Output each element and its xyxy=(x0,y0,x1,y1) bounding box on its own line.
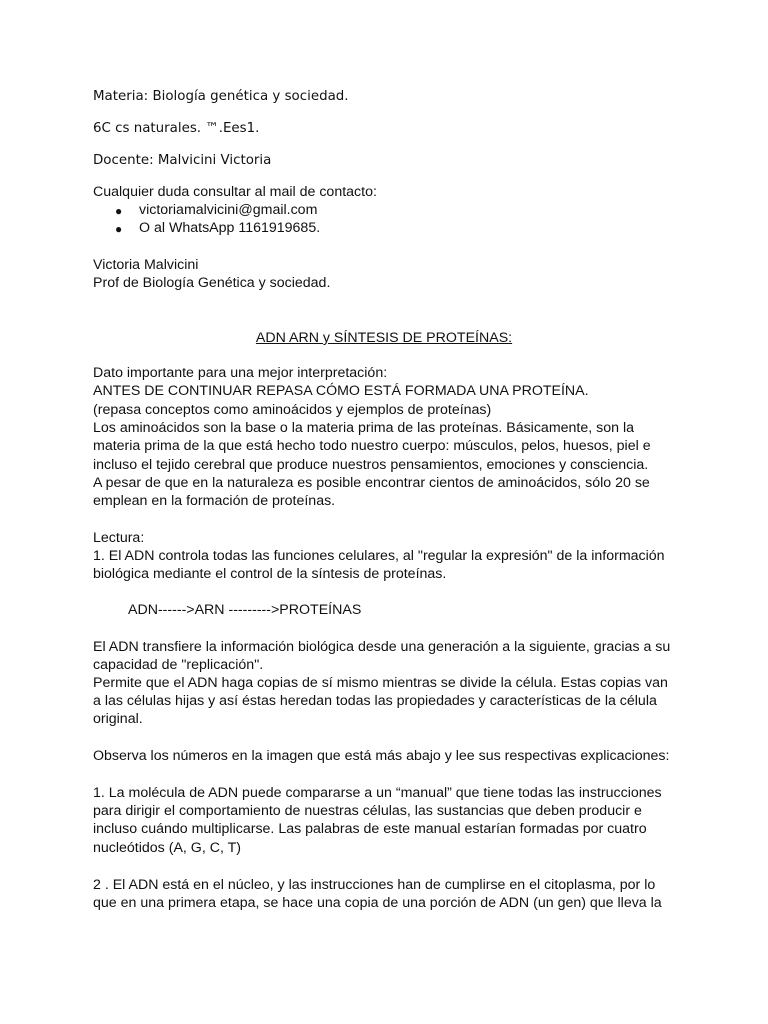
lectura-line: biológica mediante el control de la síntesis de proteínas. xyxy=(93,566,447,582)
item2-line: 2 . El ADN está en el núcleo, y las instrucciones han de cumplirse en el citoplasma, por lo xyxy=(93,877,656,893)
item1-line: 1. La molécula de ADN puede compararse a un “manual” que tiene todas las instrucciones xyxy=(93,785,662,801)
intro-line: A pesar de que en la naturaleza es posible encontrar cientos de aminoácidos, sólo 20 se xyxy=(93,475,650,491)
adn-line: capacidad de "replicación". xyxy=(93,657,264,673)
bullet-icon: ● xyxy=(115,222,123,236)
lectura-line: 1. El ADN controla todas las funciones celulares, al "regular la expresión" de la información xyxy=(93,548,665,564)
teacher-line: Docente: Malvicini Victoria xyxy=(93,153,272,168)
contact-whatsapp: O al WhatsApp 1161919685. xyxy=(139,220,321,236)
item2-line: que en una primera etapa, se hace una copia de una porción de ADN (un gen) que lleva la xyxy=(93,895,662,911)
intro-line: Los aminoácidos son la base o la materia prima de las proteínas. Básicamente, son la xyxy=(93,420,634,436)
observa-line: Observa los números en la imagen que está más abajo y lee sus respectivas explicaciones: xyxy=(93,748,670,764)
lectura-label: Lectura: xyxy=(93,530,145,546)
contact-email: victoriamalvicini@gmail.com xyxy=(139,202,318,218)
flow-diagram-text: ADN------>ARN --------->PROTEÍNAS xyxy=(128,602,362,618)
intro-line: materia prima de la que está hecho todo nuestro cuerpo: músculos, pelos, huesos, piel e xyxy=(93,438,651,454)
item1-line: nucleótidos (A, G, C, T) xyxy=(93,840,241,856)
intro-line: (repasa conceptos como aminoácidos y ejemplos de proteínas) xyxy=(93,402,492,418)
adn-line: Permite que el ADN haga copias de sí mismo mientras se divide la célula. Estas copias van xyxy=(93,675,668,691)
subject-line: Materia: Biología genética y sociedad. xyxy=(93,89,349,104)
signature-name: Victoria Malvicini xyxy=(93,257,199,273)
adn-line: original. xyxy=(93,711,143,727)
item1-line: incluso cuándo multiplicarse. Las palabras de este manual estarían formadas por cuatro xyxy=(93,821,647,837)
adn-line: El ADN transfiere la información biológica desde una generación a la siguiente, gracias a su xyxy=(93,639,671,655)
adn-line: a las células hijas y así éstas heredan todas las propiedades y características de la célula xyxy=(93,693,657,709)
item1-line: para dirigir el comportamiento de nuestras células, las sustancias que deben producir e xyxy=(93,803,642,819)
intro-line: incluso el tejido cerebral que produce nuestros pensamientos, emociones y consciencia. xyxy=(93,457,649,473)
contact-intro: Cualquier duda consultar al mail de contacto: xyxy=(93,184,377,200)
section-title: ADN ARN y SÍNTESIS DE PROTEÍNAS: xyxy=(255,330,513,346)
course-line: 6C cs naturales. ™.Ees1. xyxy=(93,121,260,136)
intro-line: emplean en la formación de proteínas. xyxy=(93,493,336,509)
intro-line: ANTES DE CONTINUAR REPASA CÓMO ESTÁ FORMADA UNA PROTEÍNA. xyxy=(93,383,589,399)
bullet-icon: ● xyxy=(115,204,123,218)
signature-role: Prof de Biología Genética y sociedad. xyxy=(93,275,331,291)
intro-line: Dato importante para una mejor interpretación: xyxy=(93,365,388,381)
